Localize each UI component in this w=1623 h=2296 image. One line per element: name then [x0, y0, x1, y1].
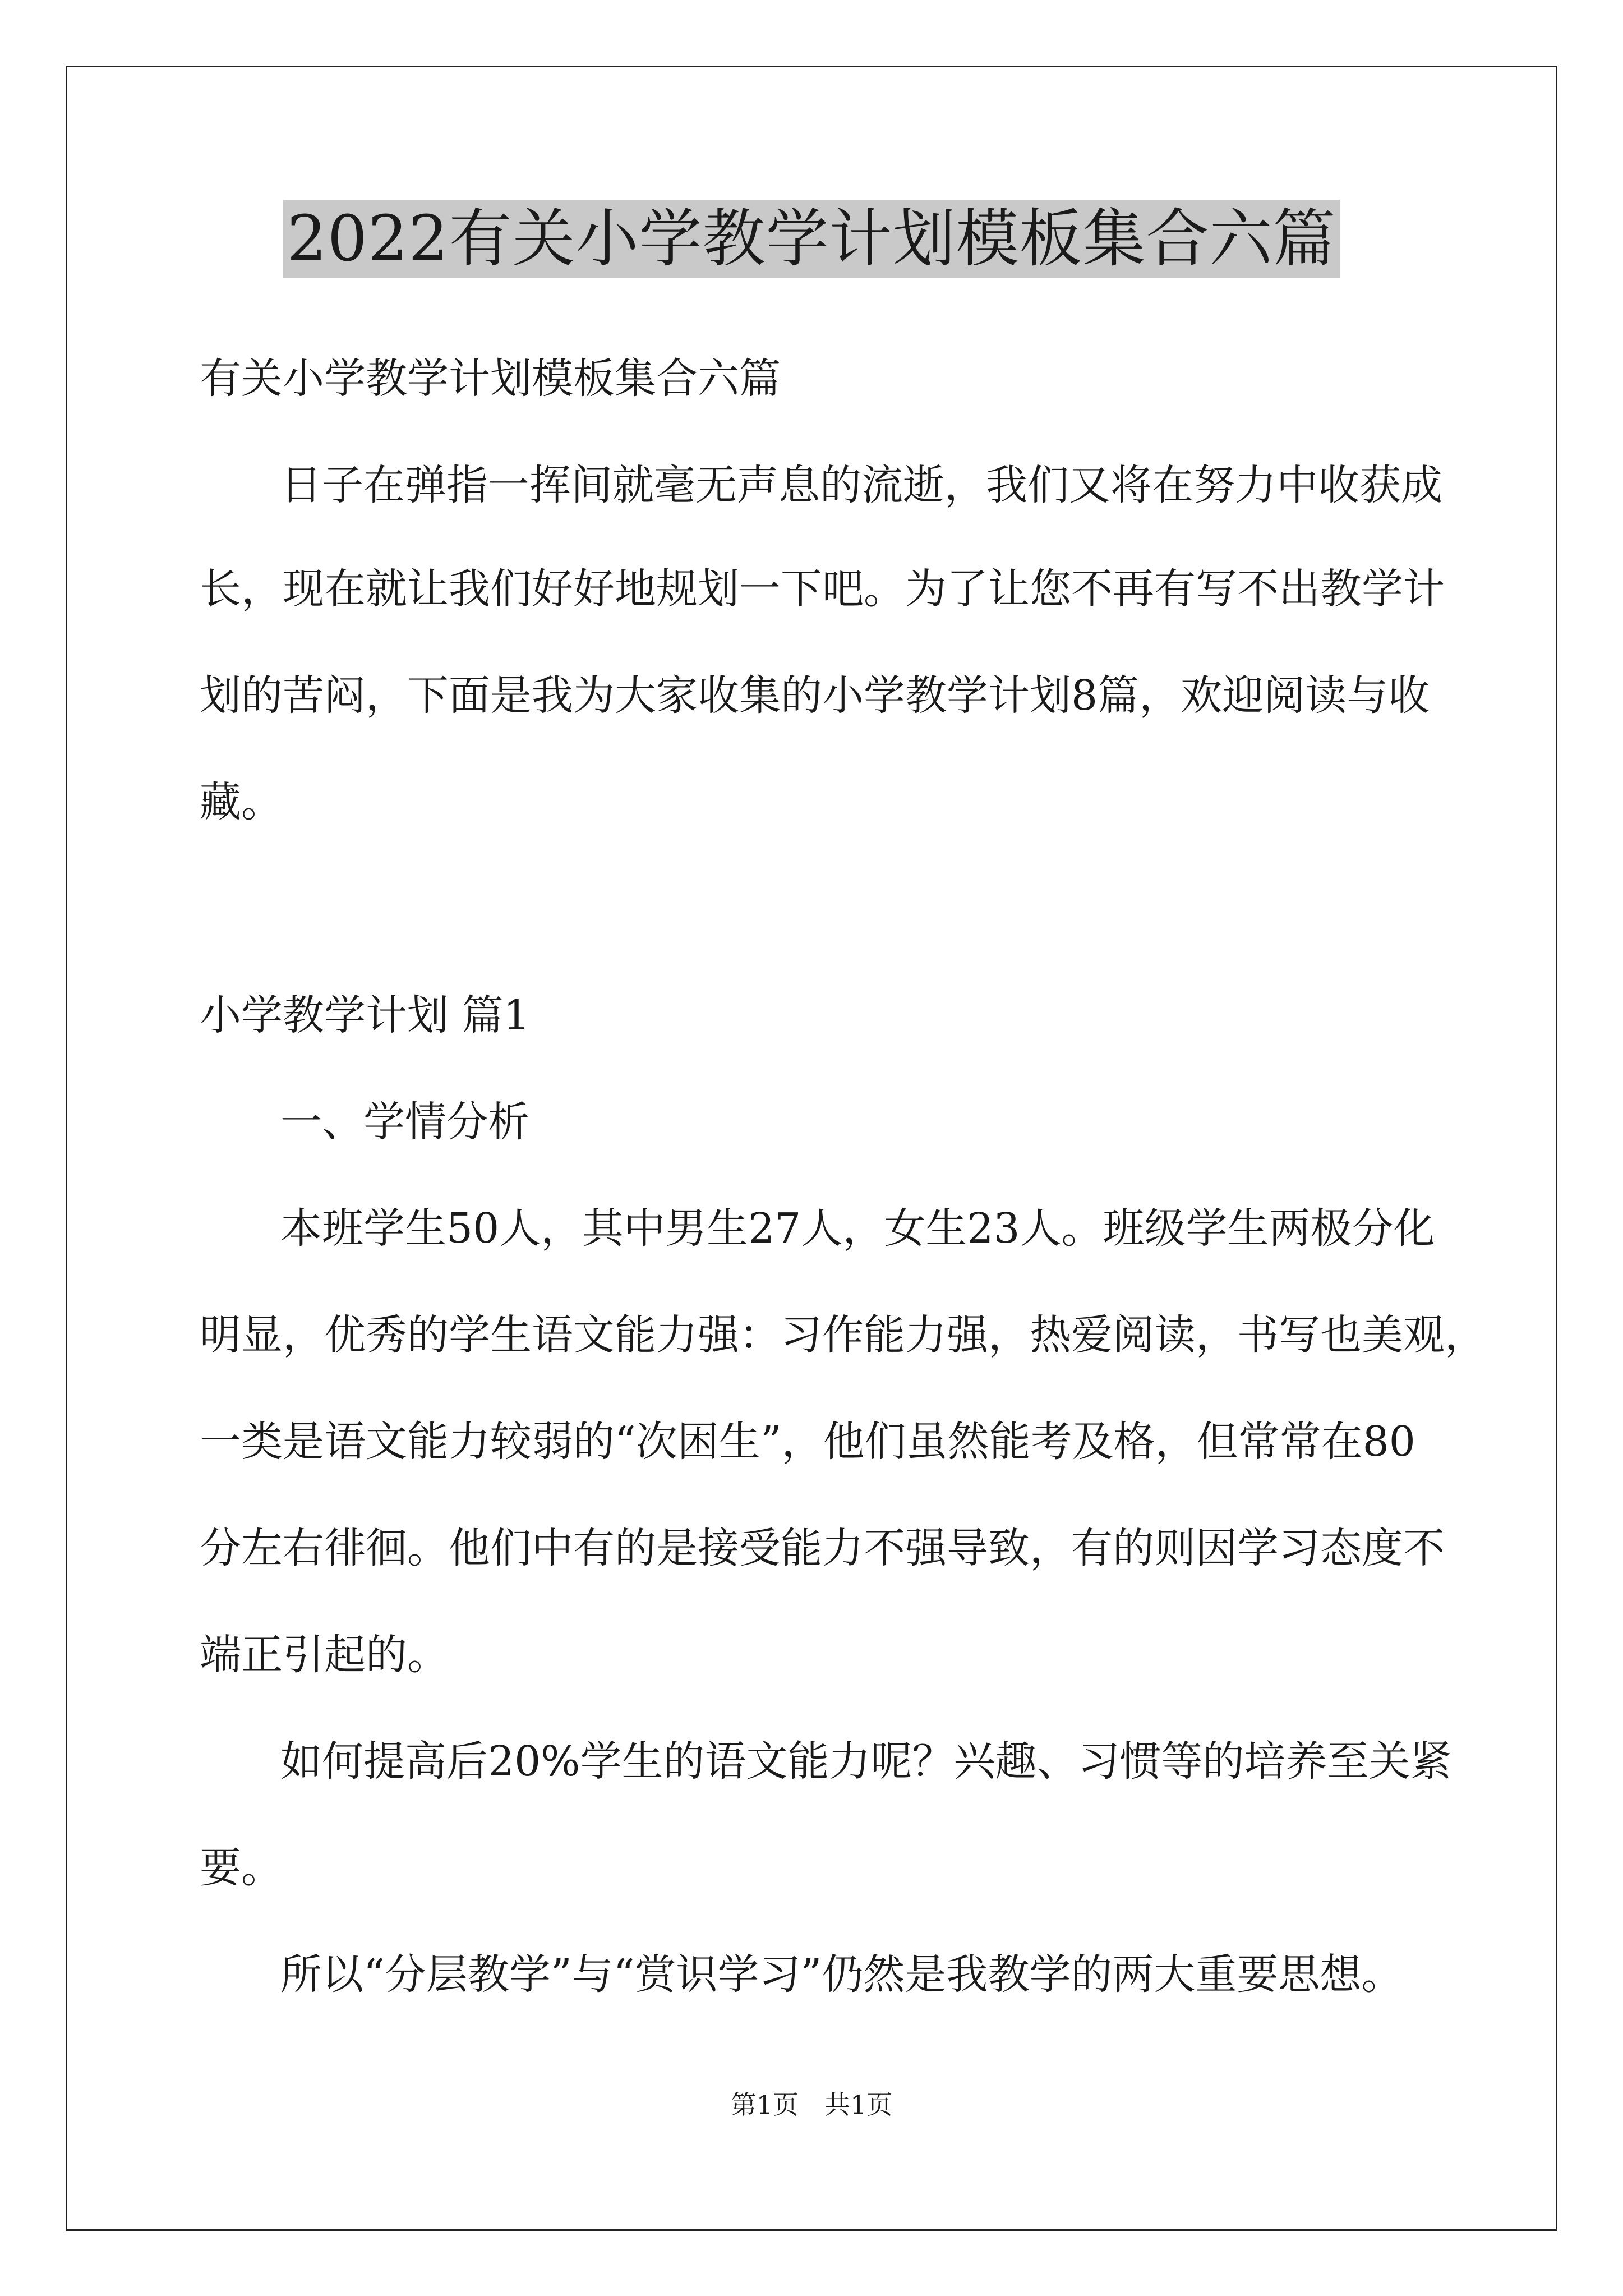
page-footer: 第1页 共1页 — [730, 2090, 893, 2120]
paragraph-line: 本班学生50人，其中男生27人，女生23人。班级学生两极分化 — [280, 1204, 1435, 1253]
subsection-heading: 一、学情分析 — [280, 1098, 529, 1146]
paragraph-line: 如何提高后20%学生的语文能力呢？兴趣、习惯等的培养至关紧 — [280, 1737, 1452, 1786]
paragraph-line: 端正引起的。 — [200, 1631, 449, 1679]
paragraph-line: 所以“分层教学”与“赏识学习”仍然是我教学的两大重要思想。 — [280, 1950, 1403, 1999]
paragraph-line: 长，现在就让我们好好地规划一下吧。为了让您不再有写不出教学计 — [200, 565, 1445, 613]
paragraph-line: 日子在弹指一挥间就毫无声息的流逝，我们又将在努力中收获成 — [280, 461, 1442, 509]
paragraph-line: 藏。 — [200, 778, 283, 826]
section-heading: 小学教学计划 篇1 — [200, 991, 530, 1039]
title-container — [0, 200, 1623, 278]
document-title: 2022有关小学教学计划模板集合六篇 — [283, 200, 1339, 278]
paragraph-line: 分左右徘徊。他们中有的是接受能力不强导致，有的则因学习态度不 — [200, 1524, 1445, 1572]
paragraph-line: 要。 — [200, 1844, 283, 1892]
paragraph-line: 明显，优秀的学生语文能力强：习作能力强，热爱阅读，书写也美观， — [200, 1311, 1486, 1359]
paragraph-line: 划的苦闷，下面是我为大家收集的小学教学计划8篇，欢迎阅读与收 — [200, 671, 1430, 720]
subtitle-line: 有关小学教学计划模板集合六篇 — [200, 355, 781, 403]
paragraph-line: 一类是语文能力较弱的“次困生”，他们虽然能考及格，但常常在80 — [200, 1418, 1415, 1466]
